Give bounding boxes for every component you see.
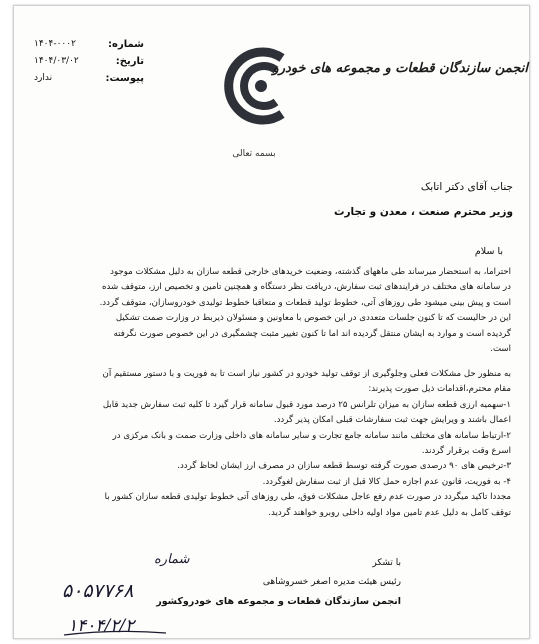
recipient-name: جناب آقای دکتر اتابک [420,181,513,193]
date-label: تاریخ: [115,56,144,67]
attachment-value: ندارد [34,73,53,83]
body-line: است و پیش بینی میشود طی روزهای آتی، خطوط تولید قطعات و متعاقبا خطوط تولیدی خودروسازان، متوقف گردد. [99,297,511,308]
measures-line: ۴- به فوریت، قانون عدم اجازه حمل کالا قبل از ثبت سفارش لغوگردد. [262,476,511,487]
attachment-row [34,70,144,87]
measures-paragraph [34,367,511,521]
organization-logo-icon [224,44,298,128]
date-row [34,53,144,70]
number-row [34,36,144,53]
letter-page [13,5,530,639]
measures-line: به منظور حل مشکلات فعلی وجلوگیری از توقف تولید خودرو در کشور نیاز است تا به فوریت و با دستور مستقیم آن [102,369,511,379]
measures-line: اعمال باشند و ویرایش جهت ثبت سفارشات قبلی امکان پذیر گردد. [273,415,511,426]
body-line: احتراما، به استحضار میرساند طی ماههای گذشته، وضعیت خریدهای خارجی قطعه سازان به دلیل مشکلات موجود [110,267,511,277]
number-value: ۱۴۰۴-۰۰۰۲ [34,39,76,49]
attachment-label: پیوست: [105,73,144,84]
measures-line: ۳-ترخیص های ۹۰ درصدی صورت گرفته توسط قطعه سازان در مصرف ارز ایشان لحاظ گردد. [177,461,511,472]
body-line: این در حالیست که تا کنون جلسات متعددی در این خصوص با معاونین و مسئولان ذیربط در وزارت صمت تشکیل [115,313,511,324]
body-line: در سامانه های مختلف در فرایندهای ثبت سفارش، دریافت نظر دستگاه و همچنین تامین و تخصیص ارز، متوقف شده [102,282,511,293]
handwritten-date: ۱۴۰۴/۲/۲ [68,616,135,636]
date-value: ۱۴۰۴/۰۳/۰۲ [34,56,79,66]
body-line: است. [490,344,511,355]
measures-line: اسرع وقت برقرار گردند. [421,446,511,457]
body-line: گردیده است و موارد به ایشان منتقل گردیده اند اما تا کنون تغییر مثبت چشمگیری در این خصوص صورت نگرفته [113,328,511,339]
handwritten-number: ۵۰۵۷۷۶۸ [62,580,134,602]
measures-line: توقف کامل به دلیل عدم تامین مواد اولیه داخلی روبرو خواهند گردید. [268,507,511,518]
signature-name: رئیس هیئت مدیره اصغر خسروشاهی [262,577,401,587]
greeting: با سلام [474,246,503,257]
handwritten-note: شماره [154,552,190,567]
organization-name: انجمن سازندگان قطعات و مجموعه های خودرو [272,61,528,76]
signature-thanks: با تشکر [372,558,401,568]
letter-meta [34,36,144,87]
number-label: شماره: [108,39,144,50]
signature-block [156,554,401,611]
measures-line: مجددا تاکید میگردد در صورت عدم رفع عاجل مشکلات فوق، طی روزهای آتی خطوط تولیدی قطعه سازان کشور با [104,492,511,503]
measures-line: مقام محترم،اقدامات ذیل صورت پذیرند: [368,384,511,395]
recipient-title: وزیر محترم صنعت ، معدن و تجارت [333,206,513,218]
measures-line: ۱-سهمیه ارزی قطعه سازان به میزان تلرانس ۲۵ درصد مورد قبول سامانه قرار گیرد تا کلیه ثبت سفارش جدید قابل [102,399,511,410]
handwritten-registration [54,549,190,639]
body-paragraph [34,265,511,357]
measures-line: ۲-ارتباط سامانه های مختلف مانند سامانه جامع تجارت و سایر سامانه های داخلی وزارت صمت و بانک مرکزی در [112,430,511,441]
besmellah: بسمه تعالی [232,149,276,159]
signature-organization: انجمن سازندگان قطعات و مجموعه های خودروکشور [156,596,401,607]
